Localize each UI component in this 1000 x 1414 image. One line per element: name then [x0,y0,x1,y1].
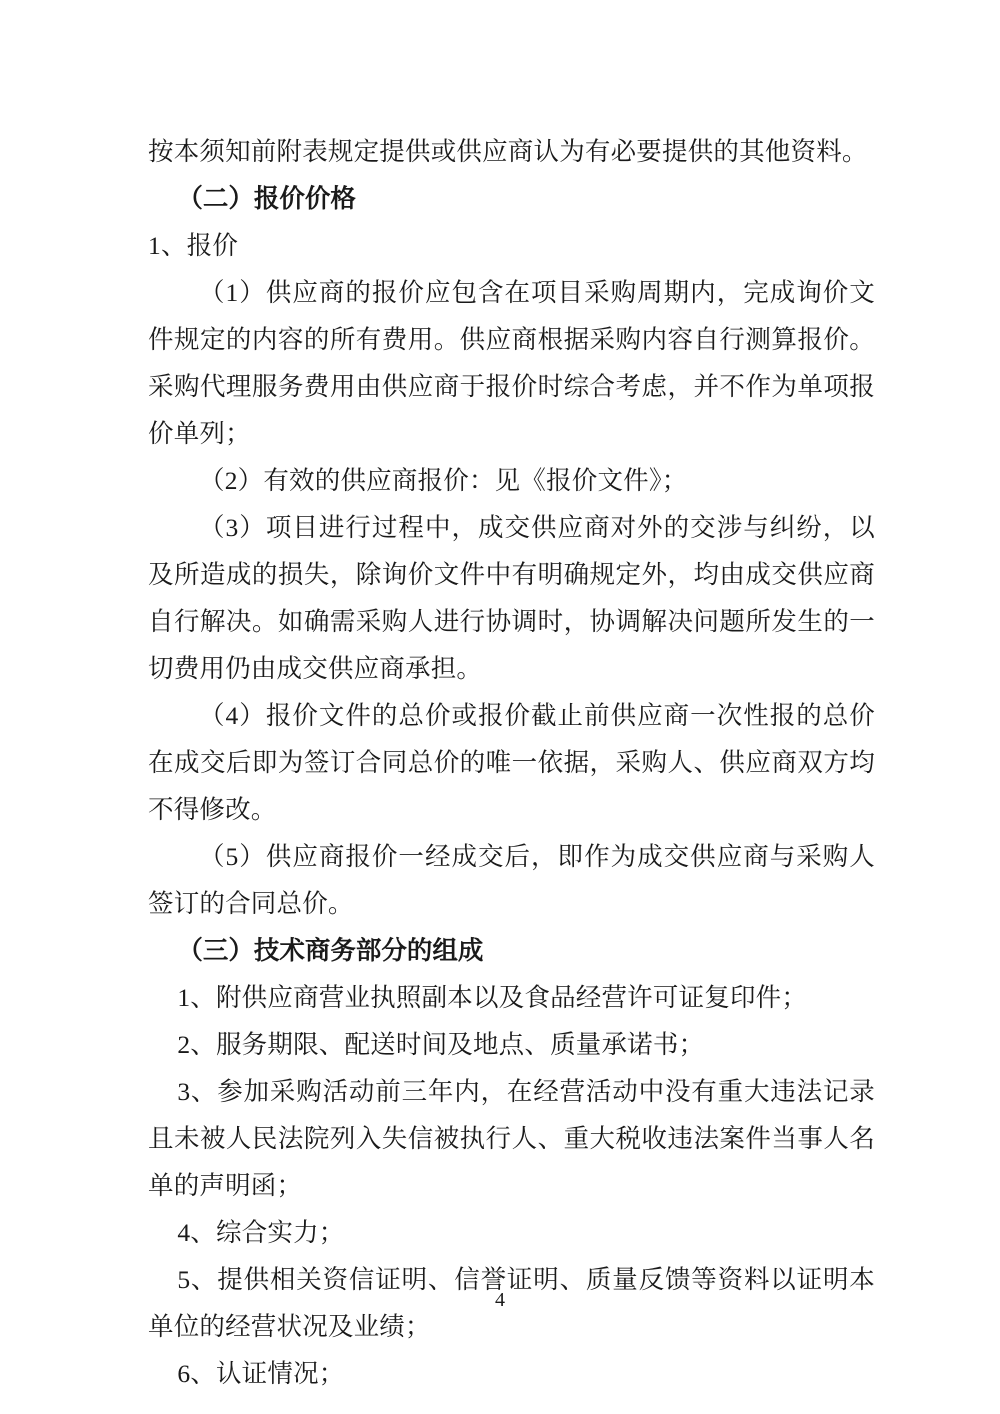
requirement-item-1: 1、附供应商营业执照副本以及食品经营许可证复印件； [177,983,808,1012]
clause-item-5: （5）供应商报价一经成交后，即作为成交供应商与采购人签订的合同总价。 [148,842,875,918]
intro-paragraph: 按本须知前附表规定提供或供应商认为有必要提供的其他资料。 [148,137,868,166]
clause-item-2: （2）有效的供应商报价：见《报价文件》； [199,466,688,495]
requirement-item-2: 2、服务期限、配送时间及地点、质量承诺书； [177,1030,705,1059]
requirement-item-3: 3、参加采购活动前三年内，在经营活动中没有重大违法记录且未被人民法院列入失信被执行人、重大税收违法案件当事人名单的声明函； [148,1077,875,1200]
section-heading-three: （三）技术商务部分的组成 [177,936,484,965]
subsection-heading-quotation: 1、报价 [148,231,239,260]
clause-item-4: （4）报价文件的总价或报价截止前供应商一次性报的总价在成交后即为签订合同总价的唯一依据，采购人、供应商双方均不得修改。 [148,701,875,824]
page-number: 4 [495,1289,505,1311]
clause-item-3: （3）项目进行过程中，成交供应商对外的交涉与纠纷，以及所造成的损失，除询价文件中有明确规定外，均由成交供应商自行解决。如确需采购人进行协调时，协调解决问题所发生的一切费用仍由成交供应商承担。 [148,513,875,683]
clause-item-1: （1）供应商的报价应包含在项目采购周期内，完成询价文件规定的内容的所有费用。供应商根据采购内容自行测算报价。采购代理服务费用由供应商于报价时综合考虑，并不作为单项报价单列； [148,278,875,448]
document-body [148,128,875,1397]
section-heading-two: （二）报价价格 [177,184,356,213]
requirement-item-6: 6、认证情况； [177,1359,345,1388]
requirement-item-5: 5、提供相关资信证明、信誉证明、质量反馈等资料以证明本单位的经营状况及业绩； [148,1265,875,1341]
requirement-item-4: 4、综合实力； [177,1218,345,1247]
